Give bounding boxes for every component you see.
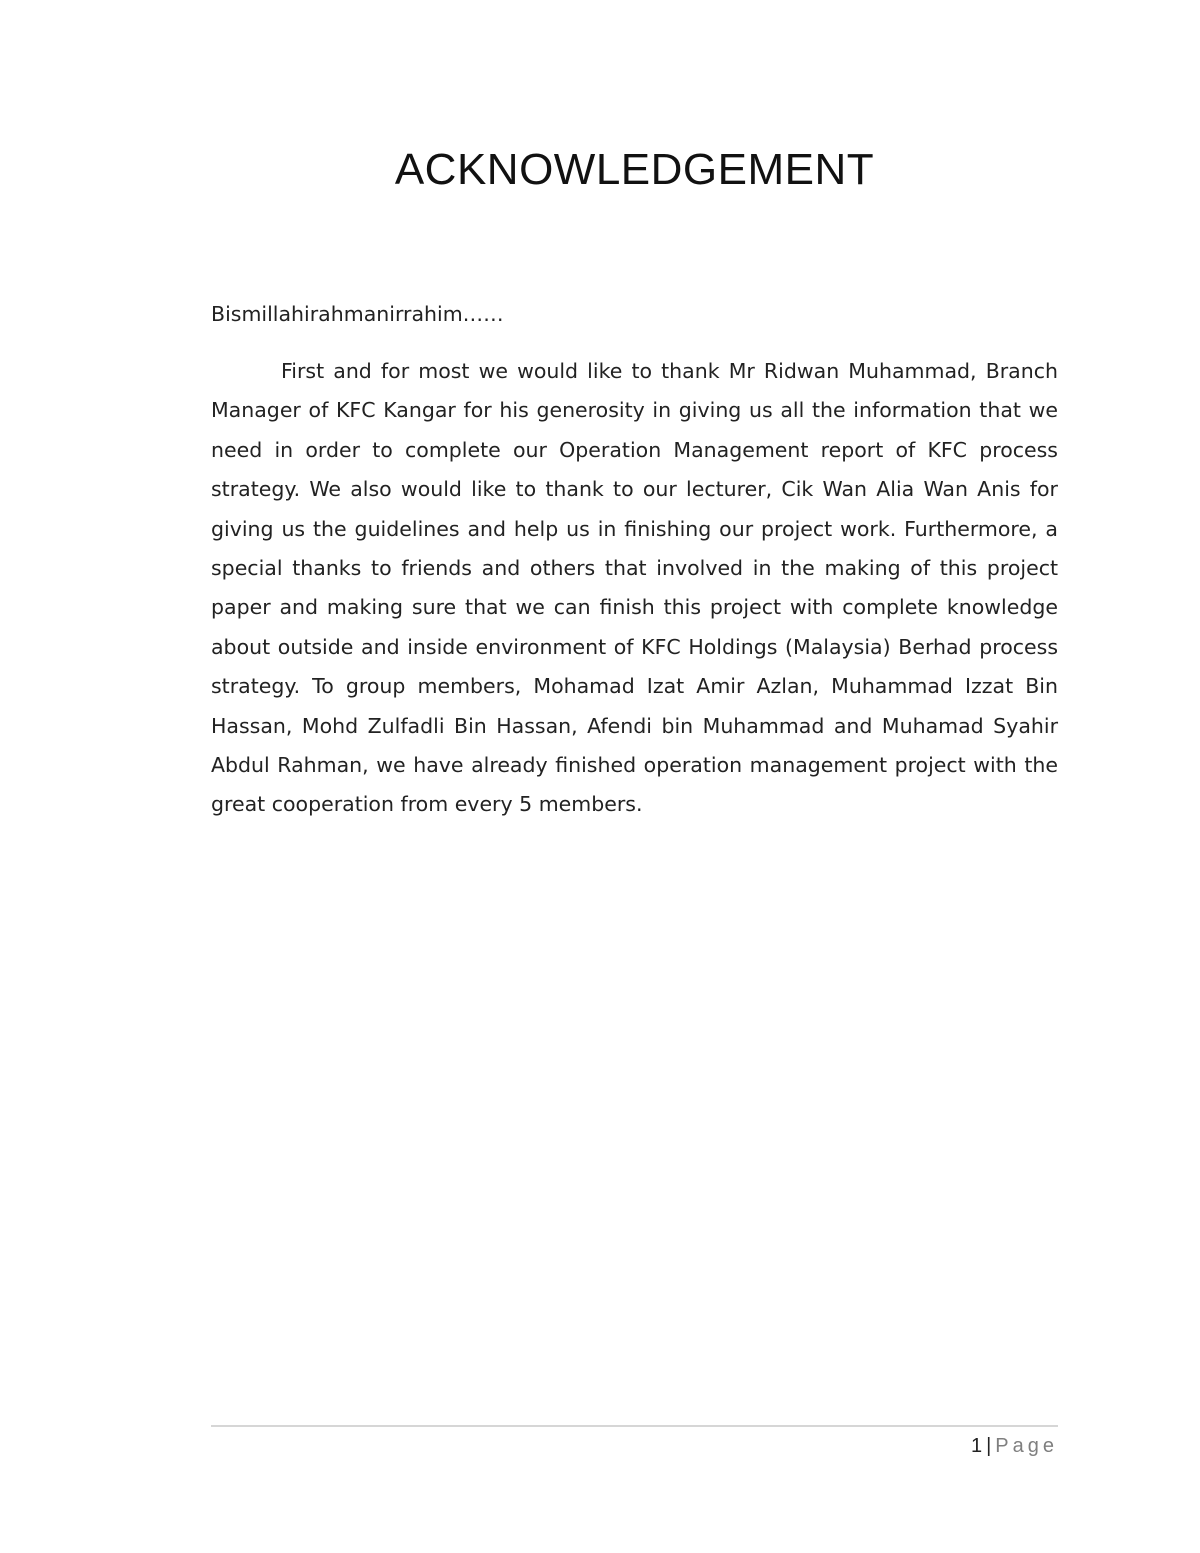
acknowledgement-paragraph: First and for most we would like to thank Mr Ridwan Muhammad, Branch Manager of KFC Kangar for his generosity in giving us all the information that we need in order to complete our Operation Management report of KFC process strategy. We also would like to thank to our lecturer, Cik Wan Alia Wan Anis for giving us the guidelines and help us in finishing our project work. Furthermore, a special thanks to friends and others that involved in the making of this project paper and making sure that we can finish this project with complete knowledge about outside and inside environment of KFC Holdings (Malaysia) Berhad process strategy. To group members, Mohamad Izat Amir Azlan, Muhammad Izzat Bin Hassan, Mohd Zulfadli Bin Hassan, Afendi bin Muhammad and Muhamad Syahir Abdul Rahman, we have already finished operation management project with the great cooperation from every 5 members. <box>211 359 1058 817</box>
page-footer <box>971 1432 1058 1460</box>
footer-divider <box>211 1425 1058 1427</box>
page-title: ACKNOWLEDGEMENT <box>394 145 875 194</box>
page-number: 1 <box>970 1435 983 1457</box>
footer-separator: | <box>986 1435 992 1457</box>
salutation-line: Bismillahirahmanirrahim…… <box>211 302 504 326</box>
page-label: Page <box>995 1435 1058 1457</box>
